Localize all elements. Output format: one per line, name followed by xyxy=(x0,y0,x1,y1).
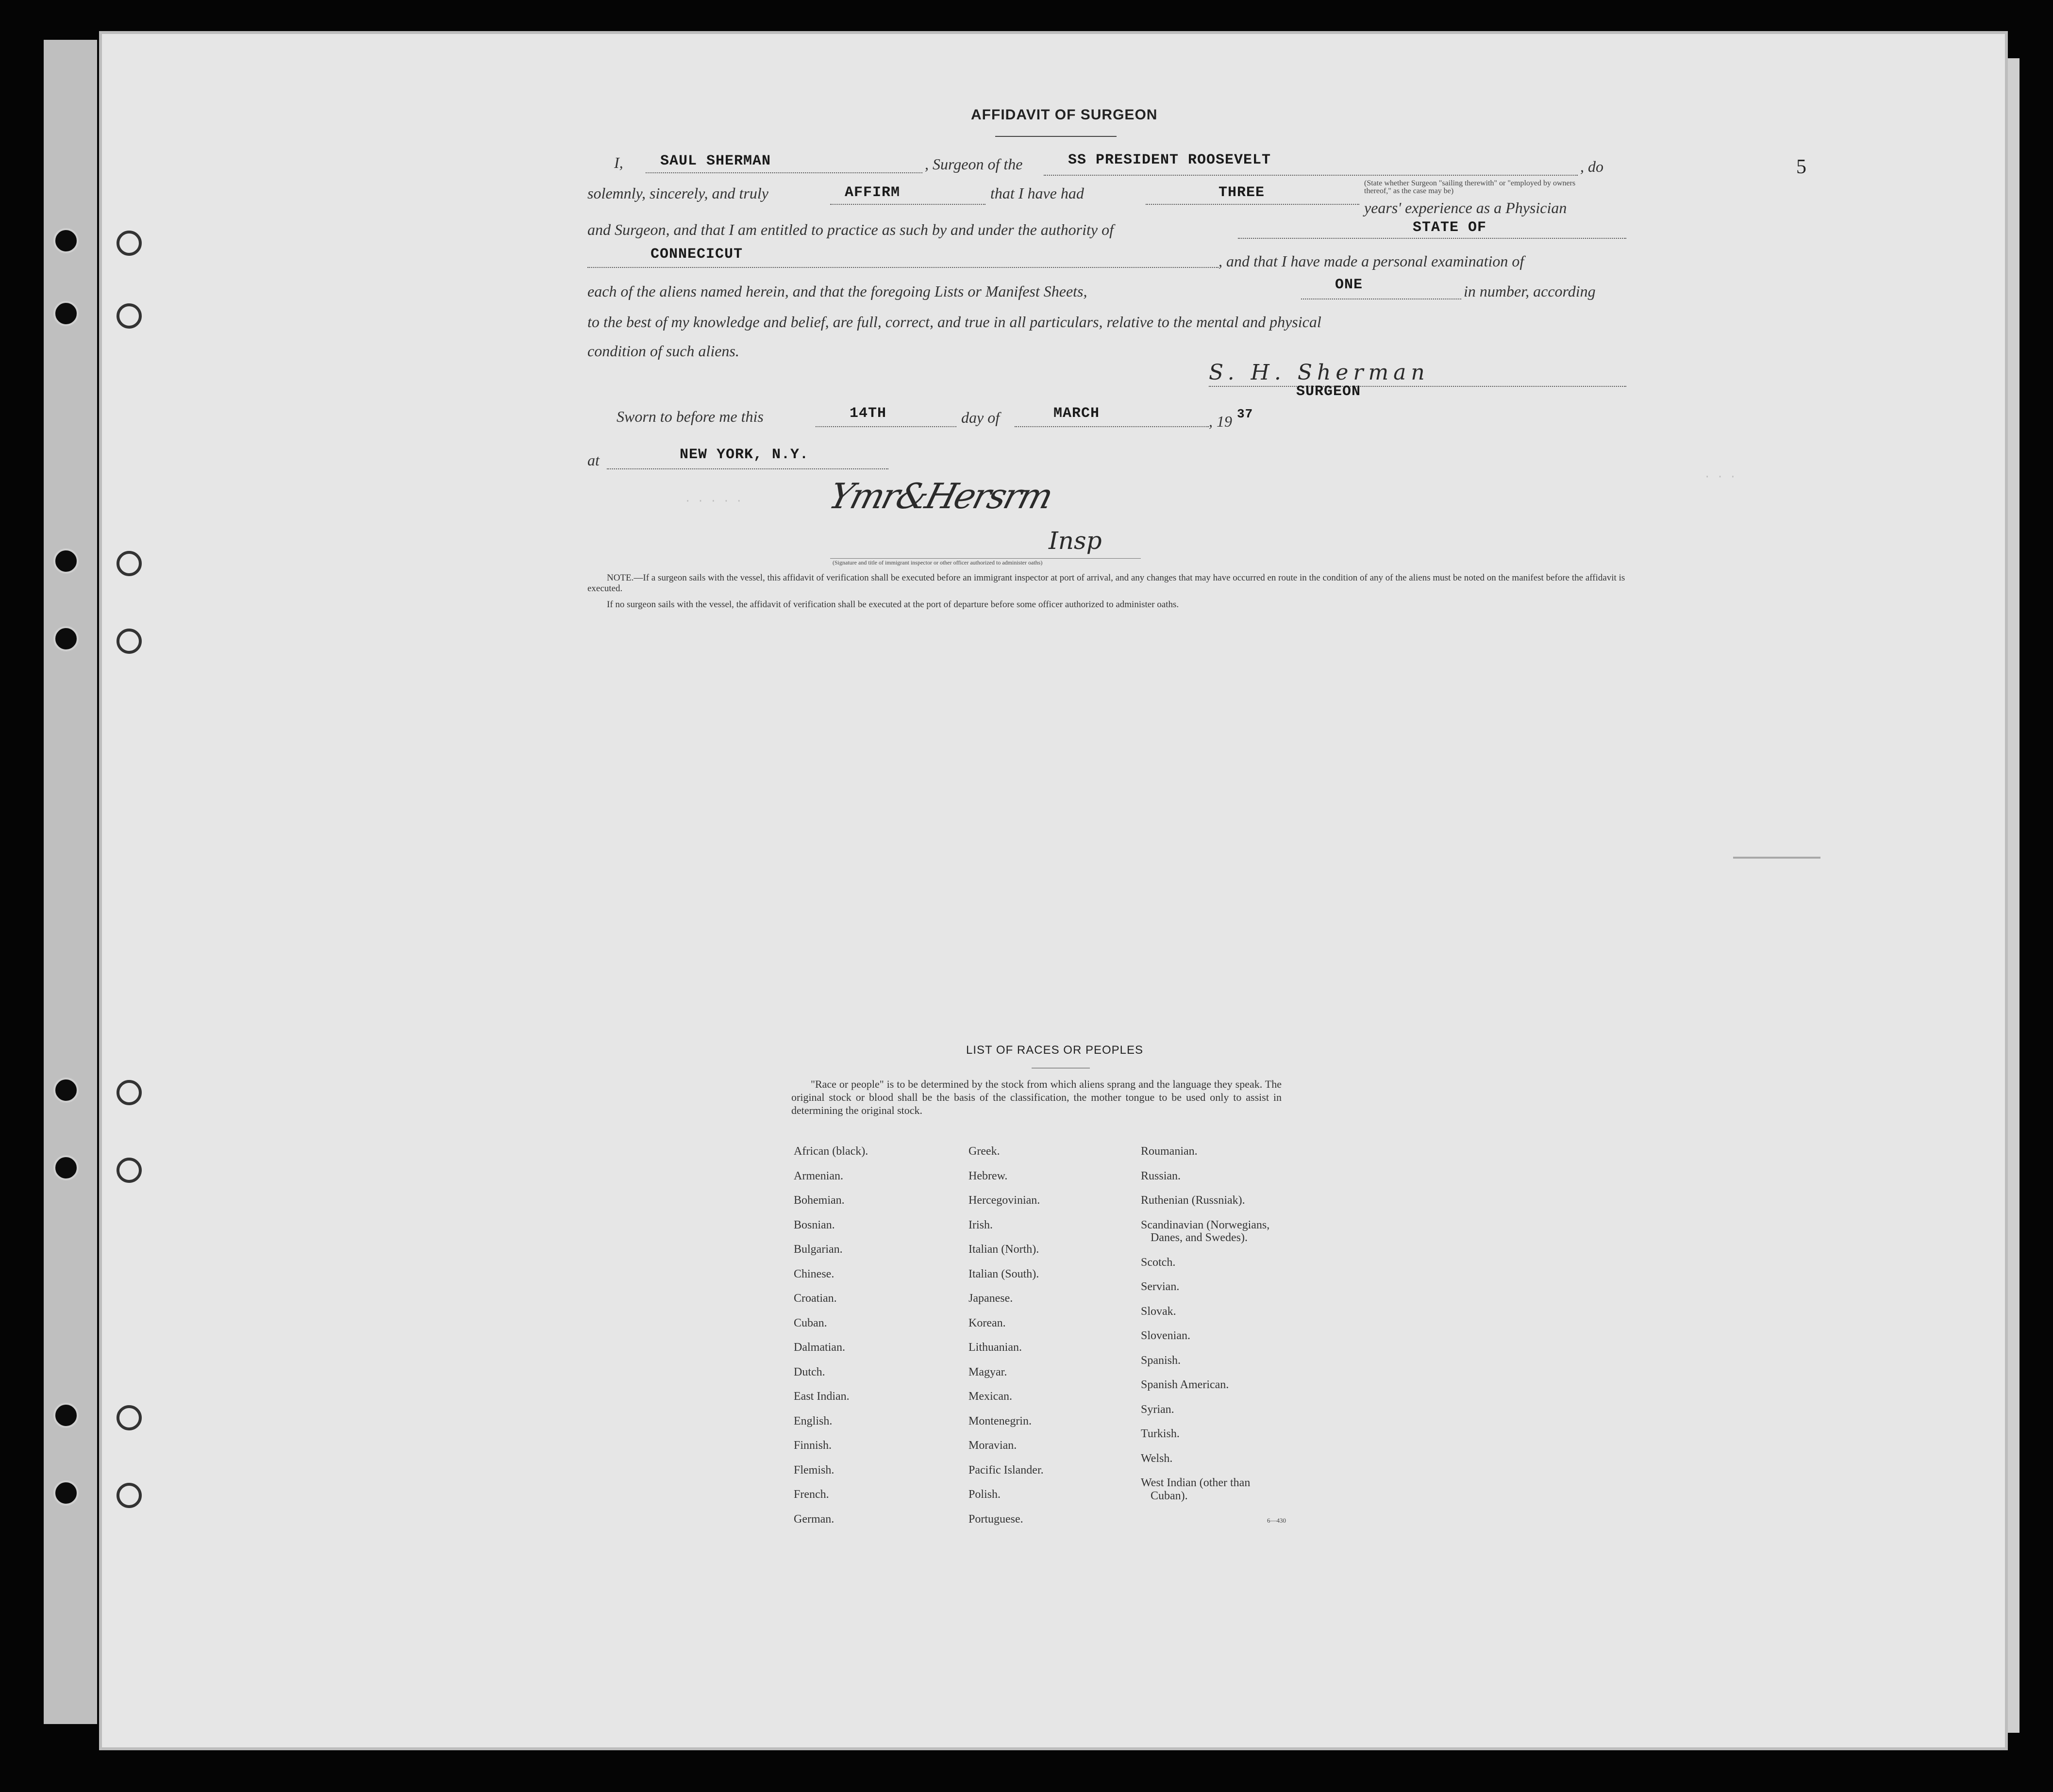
year-suffix: 37 xyxy=(1237,407,1253,421)
authority-line-1 xyxy=(1238,238,1626,239)
race-item: Moravian. xyxy=(968,1439,1017,1452)
note-2: If no surgeon sails with the vessel, the affidavit of verification shall be executed at the port of departure before some officer authorized to administer oaths. xyxy=(607,599,1179,610)
vessel-name: SS PRESIDENT ROOSEVELT xyxy=(1068,152,1271,168)
reinforcement-ring xyxy=(117,1483,142,1508)
race-item: Hebrew. xyxy=(968,1169,1008,1182)
authority-line-2 xyxy=(587,267,1218,268)
race-item: Spanish American. xyxy=(1141,1378,1229,1391)
binder-hole xyxy=(53,228,79,253)
race-item: Flemish. xyxy=(794,1463,835,1477)
races-title: LIST OF RACES OR PEOPLES xyxy=(966,1044,1143,1057)
form-code: 6—430 xyxy=(1267,1517,1286,1524)
race-item: Greek. xyxy=(968,1145,1000,1158)
binder-hole xyxy=(53,1480,79,1506)
race-item: East Indian. xyxy=(794,1390,850,1403)
line6: to the best of my knowledge and belief, are full, correct, and true in all particulars, relative to the mental and physical xyxy=(587,313,1321,331)
sworn-place: NEW YORK, N.Y. xyxy=(680,447,809,463)
reinforcement-ring xyxy=(117,1080,142,1105)
race-item: Dutch. xyxy=(794,1365,825,1378)
line3: and Surgeon, and that I am entitled to practice as such by and under the authority of xyxy=(587,221,1114,238)
officer-note: (Signature and title of immigrant inspector or other officer authorized to administer oaths) xyxy=(833,559,1043,566)
line5-end: in number, according xyxy=(1464,282,1596,300)
race-item: Armenian. xyxy=(794,1169,843,1182)
race-item: Magyar. xyxy=(968,1365,1007,1378)
reinforcement-ring xyxy=(117,231,142,256)
race-item: Polish. xyxy=(968,1488,1001,1501)
race-item: Russian. xyxy=(1141,1169,1181,1182)
race-item: Croatian. xyxy=(794,1292,837,1305)
officer-initials: Insp xyxy=(1049,527,1102,555)
race-item: Italian (South). xyxy=(968,1267,1039,1280)
surgeon-label: SURGEON xyxy=(1296,383,1361,400)
month-line xyxy=(1015,426,1209,427)
race-item: West Indian (other than xyxy=(1141,1477,1251,1489)
years-line xyxy=(1146,204,1359,205)
race-item: Welsh. xyxy=(1141,1452,1173,1465)
race-item: Chinese. xyxy=(794,1267,835,1280)
reinforcement-ring xyxy=(117,1405,142,1430)
race-item: Roumanian. xyxy=(1141,1145,1198,1158)
sworn-pre: Sworn to before me this xyxy=(617,408,764,425)
line1-pre: I, xyxy=(614,154,623,171)
race-item: Slovak. xyxy=(1141,1305,1176,1318)
race-item: Bulgarian. xyxy=(794,1243,843,1256)
vessel-note: (State whether Surgeon "sailing therewith" or "employed by owners thereof," as the case may be) xyxy=(1364,179,1576,195)
binder-hole xyxy=(53,548,79,574)
line5-pre: each of the aliens named herein, and that the foregoing Lists or Manifest Sheets, xyxy=(587,282,1087,300)
page-number: 5 xyxy=(1796,156,1806,178)
race-item: Danes, and Swedes). xyxy=(1151,1231,1248,1244)
race-item: French. xyxy=(794,1488,829,1501)
race-item: English. xyxy=(794,1414,833,1427)
race-item: Scotch. xyxy=(1141,1256,1176,1269)
title-rule xyxy=(995,136,1117,137)
sworn-month: MARCH xyxy=(1053,405,1100,422)
line1-end: , do xyxy=(1580,158,1603,175)
race-item: Finnish. xyxy=(794,1439,832,1452)
race-item: Bosnian. xyxy=(794,1218,835,1231)
race-item: Spanish. xyxy=(1141,1354,1181,1367)
line2-pre: solemnly, sincerely, and truly xyxy=(587,184,768,202)
reinforcement-ring xyxy=(117,629,142,654)
sheets: ONE xyxy=(1335,277,1363,293)
authority-2: CONNECICUT xyxy=(651,246,743,263)
race-item: African (black). xyxy=(794,1145,868,1158)
surgeon-name: SAUL SHERMAN xyxy=(660,153,771,169)
underlying-page-edge xyxy=(44,40,97,1724)
affidavit-title: AFFIDAVIT OF SURGEON xyxy=(971,107,1158,123)
race-item: Montenegrin. xyxy=(968,1414,1032,1427)
race-item: Cuban. xyxy=(794,1316,827,1329)
races-intro: "Race or people" is to be determined by the stock from which aliens sprang and the language they speak. The original stock or blood shall be the basis of the classification, the mother tongue to be used only to assist in determining the original stock. xyxy=(791,1078,1282,1116)
authority-1: STATE OF xyxy=(1413,219,1487,236)
binder-hole xyxy=(53,1403,79,1428)
place-line xyxy=(607,468,888,469)
race-item: Lithuanian. xyxy=(968,1341,1022,1354)
reinforcement-ring xyxy=(117,551,142,576)
officer-signature-line xyxy=(830,558,1141,559)
race-item: Ruthenian (Russniak). xyxy=(1141,1194,1245,1207)
surgeon-name-line xyxy=(646,172,922,173)
bleed-through-marks: ∙ ∙ ∙ xyxy=(1704,471,1736,483)
officer-signature: Ymr&Hersrm xyxy=(824,476,1056,516)
race-item: Scandinavian (Norwegians, xyxy=(1141,1218,1270,1231)
note-1: NOTE.—If a surgeon sails with the vessel, this affidavit of verification shall be executed before an immigrant inspector at port of arrival, and any changes that may have occurred en route in the condition of any of the aliens must be noted on the manifest before the affidavit is executed. xyxy=(587,573,1625,594)
oath-type: AFFIRM xyxy=(845,184,901,201)
race-item: Hercegovinian. xyxy=(968,1194,1040,1207)
sworn-day: 14TH xyxy=(850,405,887,422)
at-label: at xyxy=(587,451,600,469)
line2-end: years' experience as a Physician xyxy=(1364,199,1567,216)
line7: condition of such aliens. xyxy=(587,342,739,360)
race-item: Syrian. xyxy=(1141,1403,1174,1416)
race-item: Dalmatian. xyxy=(794,1341,845,1354)
reinforcement-ring xyxy=(117,1158,142,1183)
race-item: German. xyxy=(794,1512,835,1526)
sworn-mid: day of xyxy=(961,409,1000,426)
race-item: Servian. xyxy=(1141,1280,1180,1293)
line1-mid: , Surgeon of the xyxy=(925,155,1023,173)
race-item: Japanese. xyxy=(968,1292,1013,1305)
reinforcement-ring xyxy=(117,303,142,329)
binder-hole xyxy=(53,626,79,651)
race-item: Mexican. xyxy=(968,1390,1012,1403)
line4-end: , and that I have made a personal examination of xyxy=(1218,252,1524,270)
race-item: Irish. xyxy=(968,1218,993,1231)
race-item: Pacific Islander. xyxy=(968,1463,1044,1477)
bleed-through-marks: · · · · · xyxy=(684,495,742,507)
day-line xyxy=(816,426,956,427)
race-item: Italian (North). xyxy=(968,1243,1039,1256)
race-item: Portuguese. xyxy=(968,1512,1023,1526)
years: THREE xyxy=(1218,184,1265,201)
binder-hole xyxy=(53,301,79,326)
race-item: Cuban). xyxy=(1151,1489,1188,1502)
signature-line xyxy=(1209,386,1626,387)
line2-mid: that I have had xyxy=(990,184,1084,202)
year-prefix: , 19 xyxy=(1209,413,1232,430)
vessel-line xyxy=(1044,175,1578,176)
manifest-page xyxy=(102,34,2005,1747)
race-item: Korean. xyxy=(968,1316,1006,1329)
race-item: Turkish. xyxy=(1141,1427,1180,1440)
bleed-through-rule xyxy=(1733,857,1820,859)
binder-hole xyxy=(53,1078,79,1103)
surgeon-signature: S. H. Sherman xyxy=(1209,360,1430,385)
binder-hole xyxy=(53,1155,79,1180)
race-item: Slovenian. xyxy=(1141,1329,1190,1342)
race-item: Bohemian. xyxy=(794,1194,845,1207)
oath-line xyxy=(830,204,985,205)
